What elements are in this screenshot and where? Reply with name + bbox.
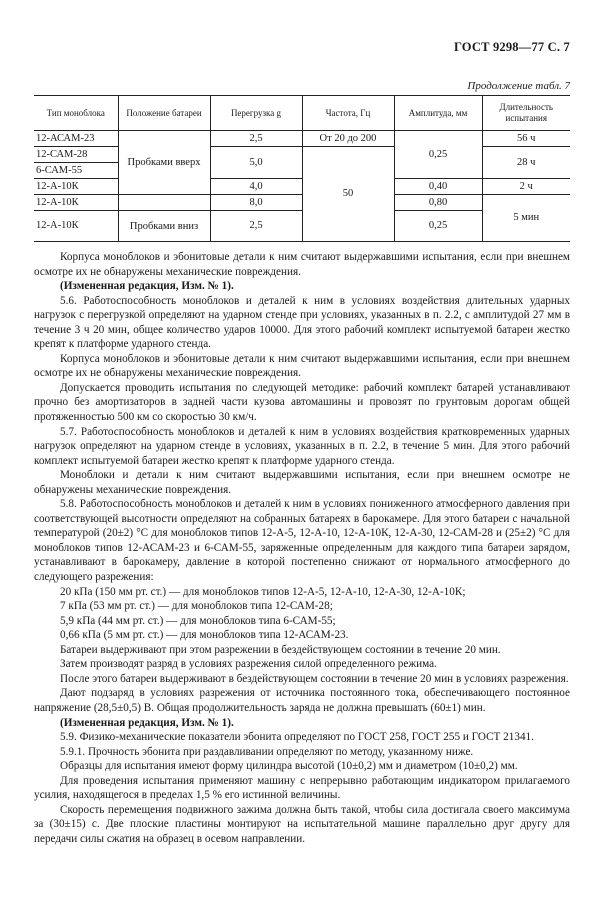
cell-frequency: От 20 до 200: [302, 131, 394, 147]
cell-overload: 4,0: [210, 179, 302, 195]
test-conditions-table: [34, 95, 570, 242]
paragraph: После этого батареи выдерживают в бездействующем состоянии в течение 20 мин в условиях разрежения.: [60, 672, 569, 685]
cell-overload: 8,0: [210, 195, 302, 211]
cell-overload: 2,5: [210, 131, 302, 147]
pressure-list-item: 20 кПа (150 мм рт. ст.) — для моноблоков типов 12-А-5, 12-А-10, 12-А-30, 12-А-10К;: [60, 585, 466, 598]
paragraph: Образцы для испытания имеют форму цилиндра высотой (10±0,2) мм и диаметром (10±0,2) мм.: [60, 760, 518, 773]
document-body: [34, 250, 570, 846]
paragraph: Затем производят разряд в условиях разрежения силой определенного режима.: [60, 658, 437, 671]
col-header-frequency: Частота, Гц: [302, 96, 394, 131]
table-header-row: [34, 96, 570, 131]
cell-amplitude: 0,80: [394, 195, 482, 211]
cell-position: [118, 195, 210, 211]
cell-overload: 2,5: [210, 211, 302, 242]
cell-type: 6-САМ-55: [34, 163, 118, 179]
cell-duration: 2 ч: [482, 179, 570, 195]
paragraph: Моноблоки и детали к ним считают выдержавшими испытания, если при внешнем осмотре не обнаружены механические повреждения.: [34, 469, 570, 496]
amendment-note: (Измененная редакция, Изм. № 1).: [60, 716, 234, 729]
table-continuation-label: Продолжение табл. 7: [467, 80, 570, 92]
col-header-position: Положение батареи: [118, 96, 210, 131]
pressure-list-item: 7 кПа (53 мм рт. ст.) — для моноблоков типа 12-САМ-28;: [60, 600, 333, 613]
cell-type: 12-АСАМ-23: [34, 131, 118, 147]
cell-amplitude: 0,25: [394, 211, 482, 242]
cell-frequency: 50: [302, 147, 394, 242]
paragraph: Дают подзаряд в условиях разрежения от источника постоянного тока, обеспечивающего постоянное напряжение (28,5±0,5) В. Общая продолжительность заряда не должна превышать (60±1) мин.: [34, 687, 570, 714]
cell-type: 12-А-10К: [34, 211, 118, 242]
col-header-overload: Перегрузка g: [210, 96, 302, 131]
paragraph: Для проведения испытания применяют машину с непрерывно работающим индикатором прилагаемого усилия, находящегося в пределах 1,5 % его истинной величины.: [34, 774, 570, 802]
paragraph: 5.7. Работоспособность моноблоков и деталей к ним в условиях воздействия кратковременных ударных нагрузок определяют на ударном стенде в условиях, указанных в п. 2.2, в течение 5 мин. Для этого рабочий комплект испытуемой батареи жестко крепят к платформе ударного стенда.: [34, 425, 570, 467]
cell-duration: 28 ч: [482, 147, 570, 179]
col-header-duration: Длительность испытания: [482, 96, 570, 131]
paragraph: 5.8. Работоспособность моноблоков и деталей к ним в условиях пониженного атмосферного давления при соответствующей высотности определяют на собранных батареях в барокамере. Для этого батареи с начальной температурой (20±2) °С для моноблоков типов 12-А-5, 12-А-10, 12-А-10К, 12-А-30, 12-САМ-28 и (25±2) °С для моноблоков типов 12-АСАМ-23 и 6-САМ-55, заряженные определенным для каждого типа батареи зарядом, устанавливают в барокамеру, давление в которой постепенно снижают от нормального атмосферного до следующего разрежения:: [34, 498, 570, 584]
cell-position: Пробками вниз: [118, 211, 210, 242]
table-row: [34, 147, 570, 163]
cell-overload: 5,0: [210, 147, 302, 179]
col-header-type: Тип моноблока: [34, 96, 118, 131]
paragraph: Корпуса моноблоков и эбонитовые детали к ним считают выдержавшими испытания, если при внешнем осмотре их не обнаружены механические повреждения.: [34, 352, 570, 380]
cell-duration: 5 мин: [482, 195, 570, 242]
page-header: ГОСТ 9298—77 С. 7: [453, 40, 570, 54]
paragraph: Батареи выдерживают при этом разрежении в бездействующем состоянии в течение 20 мин.: [60, 643, 501, 656]
cell-position: Пробками вверх: [118, 131, 210, 195]
paragraph: Корпуса моноблоков и эбонитовые детали к ним считают выдержавшими испытания, если при внешнем осмотре их не обнаружены механические повреждения.: [34, 251, 570, 278]
cell-duration: 56 ч: [482, 131, 570, 147]
paragraph: 5.9. Физико-механические показатели эбонита определяют по ГОСТ 258, ГОСТ 255 и ГОСТ 21341.: [60, 731, 534, 744]
cell-type: 12-А-10К: [34, 179, 118, 195]
amendment-note: (Измененная редакция, Изм. № 1).: [60, 280, 234, 293]
cell-type: 12-А-10К: [34, 195, 118, 211]
cell-type: 12-САМ-28: [34, 147, 118, 163]
cell-amplitude: 0,40: [394, 179, 482, 195]
paragraph: 5.9.1. Прочность эбонита при раздавливании определяют по методу, указанному ниже.: [60, 745, 474, 758]
paragraph: 5.6. Работоспособность моноблоков и деталей к ним в условиях воздействия длительных ударных нагрузок с перегрузкой определяют на ударном стенде при условиях, указанных в п. 2.2, с амплитудой 27 мм в течение 3 ч 20 мин, общее количество ударов 10000. Для этого рабочий комплект испытуемой батареи жестко крепят к платформе ударного стенда.: [34, 294, 570, 351]
table-row: [34, 131, 570, 147]
pressure-list-item: 5,9 кПа (44 мм рт. ст.) — для моноблоков типа 6-САМ-55;: [60, 614, 336, 627]
pressure-list-item: 0,66 кПа (5 мм рт. ст.) — для моноблоков типа 12-АСАМ-23.: [60, 629, 349, 642]
col-header-amplitude: Амплитуда, мм: [394, 96, 482, 131]
cell-amplitude: 0,25: [394, 131, 482, 179]
paragraph: Допускается проводить испытания по следующей методике: рабочий комплект батарей устанавливают прочно без амортизаторов в задней части кузова автомашины и провозят по грунтовым дорогам общей протяженностью 500 км со скоростью 30 км/ч.: [34, 381, 570, 424]
paragraph: Скорость перемещения подвижного зажима должна быть такой, чтобы сила достигала своего максимума за (30±15) с. Две плоские пластины монтируют на испытательной машине параллельно друг другу для передачи силы сжатия на образец в осевом направлении.: [34, 803, 570, 845]
